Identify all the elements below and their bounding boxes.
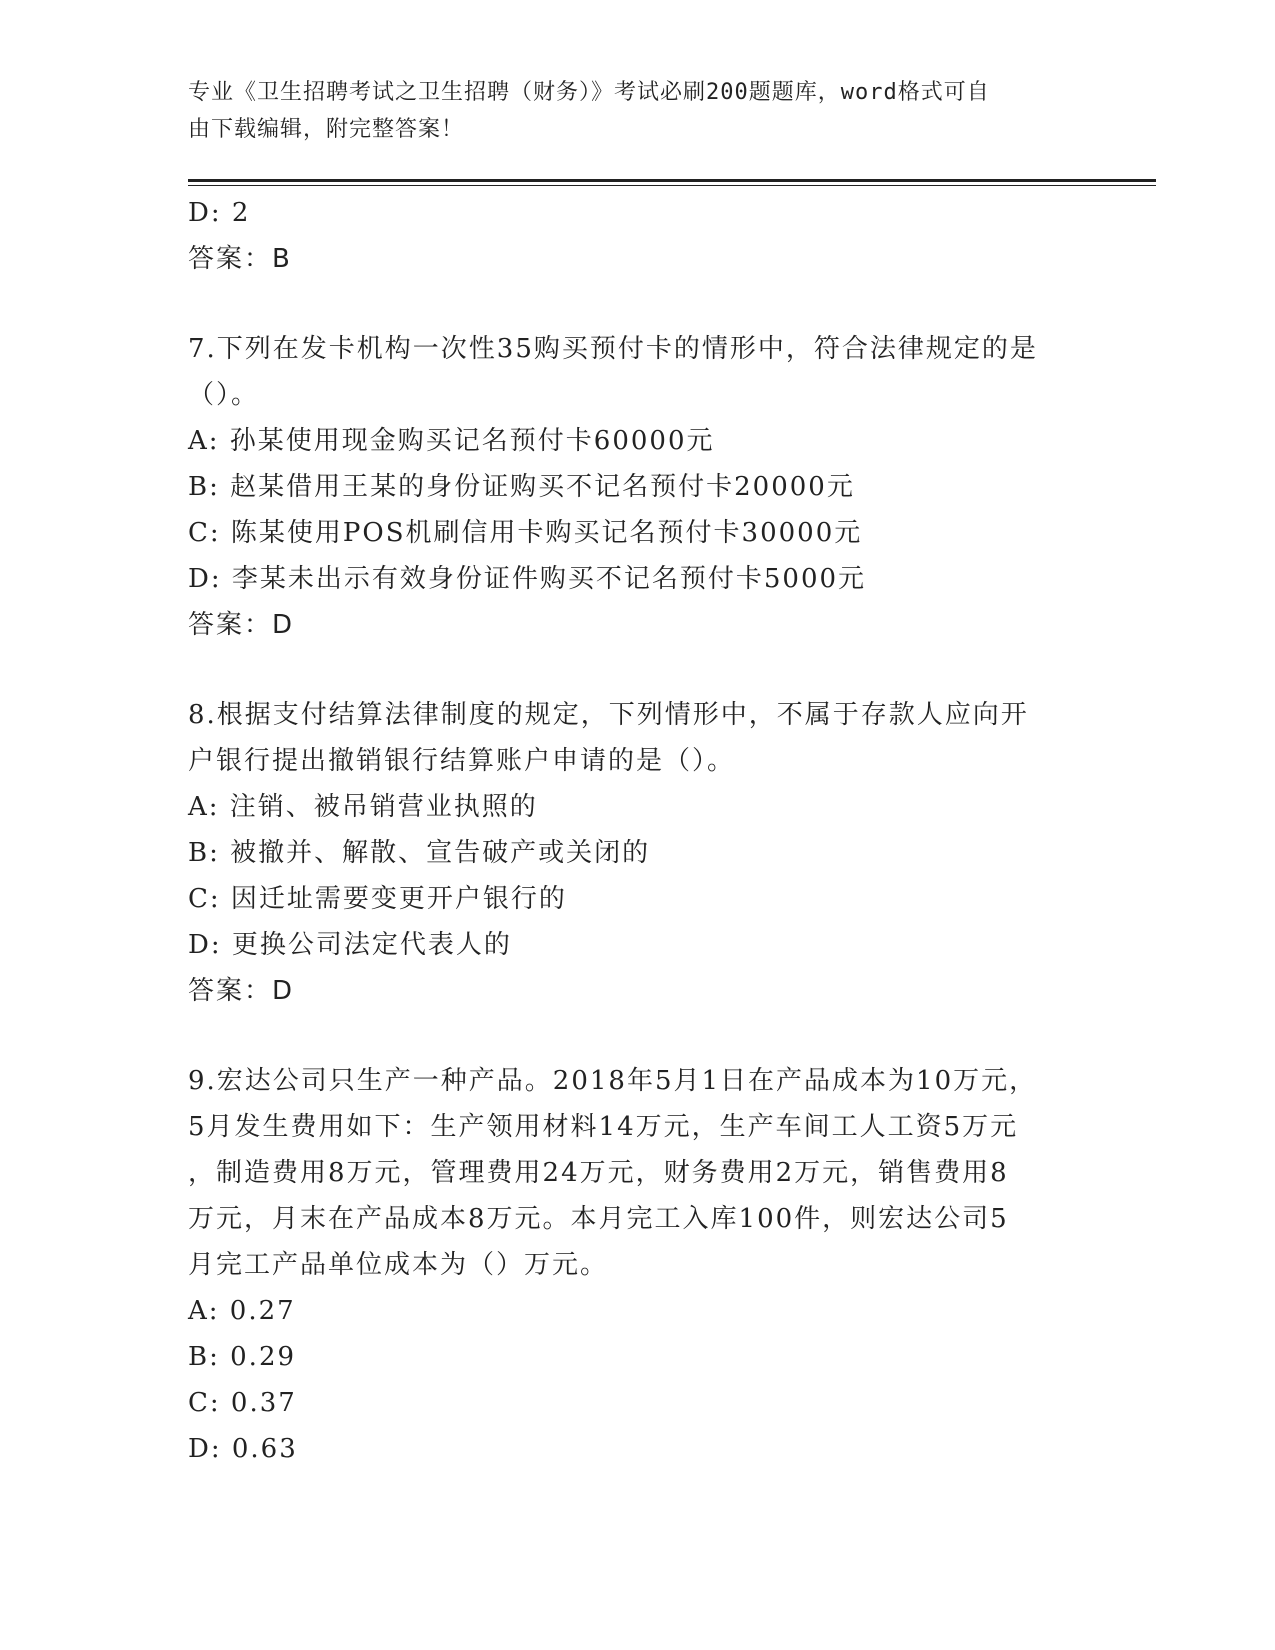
option-c: C: 陈某使用POS机刷信用卡购买记名预付卡30000元 bbox=[188, 518, 863, 548]
header-divider-thin bbox=[188, 185, 1156, 186]
question-stem-line: 8.根据支付结算法律制度的规定，下列情形中，不属于存款人应向开 bbox=[188, 700, 1029, 730]
option-b: B: 被撤并、解散、宣告破产或关闭的 bbox=[188, 838, 651, 868]
option-b: B: 赵某借用王某的身份证购买不记名预付卡20000元 bbox=[188, 472, 855, 502]
question-stem-line: 户银行提出撤销银行结算账户申请的是（）。 bbox=[188, 746, 736, 776]
question-stem-line: 5月发生费用如下：生产领用材料14万元，生产车间工人工资5万元 bbox=[188, 1112, 1019, 1142]
option-b: B: 0.29 bbox=[188, 1342, 297, 1372]
question-9 bbox=[188, 1058, 1088, 1472]
header-line-2: 由下载编辑，附完整答案！ bbox=[188, 117, 465, 142]
option-d: D: 李某未出示有效身份证件购买不记名预付卡5000元 bbox=[188, 564, 867, 594]
question-stem-line: 月完工产品单位成本为（）万元。 bbox=[188, 1250, 609, 1280]
header-divider-thick bbox=[188, 179, 1156, 182]
option-a: A: 注销、被吊销营业执照的 bbox=[188, 792, 538, 822]
document-header bbox=[188, 74, 1088, 148]
previous-question-tail bbox=[188, 190, 1088, 282]
question-stem-line: （）。 bbox=[188, 380, 260, 410]
question-stem-line: 9.宏达公司只生产一种产品。2018年5月1日在产品成本为10万元， bbox=[188, 1066, 1038, 1096]
option-a: A: 孙某使用现金购买记名预付卡60000元 bbox=[188, 426, 715, 456]
question-8 bbox=[188, 692, 1088, 1014]
option-c: C: 因迁址需要变更开户银行的 bbox=[188, 884, 567, 914]
question-stem-line: ，制造费用8万元，管理费用24万元，财务费用2万元，销售费用8 bbox=[188, 1158, 1009, 1188]
question-stem-line: 7.下列在发卡机构一次性35购买预付卡的情形中，符合法律规定的是 bbox=[188, 334, 1038, 364]
question-content bbox=[188, 190, 1088, 1472]
header-line-1: 专业《卫生招聘考试之卫生招聘（财务）》考试必刷200题题库，word格式可自 bbox=[188, 80, 990, 105]
answer-label: 答案：D bbox=[188, 610, 295, 640]
option-d: D: 0.63 bbox=[188, 1434, 298, 1464]
option-d: D: 2 bbox=[188, 198, 251, 228]
question-stem-line: 万元，月末在产品成本8万元。本月完工入库100件，则宏达公司5 bbox=[188, 1204, 1009, 1234]
question-7 bbox=[188, 326, 1088, 648]
option-a: A: 0.27 bbox=[188, 1296, 296, 1326]
answer-label: 答案：D bbox=[188, 976, 295, 1006]
option-d: D: 更换公司法定代表人的 bbox=[188, 930, 512, 960]
answer-label: 答案：B bbox=[188, 244, 292, 274]
option-c: C: 0.37 bbox=[188, 1388, 297, 1418]
